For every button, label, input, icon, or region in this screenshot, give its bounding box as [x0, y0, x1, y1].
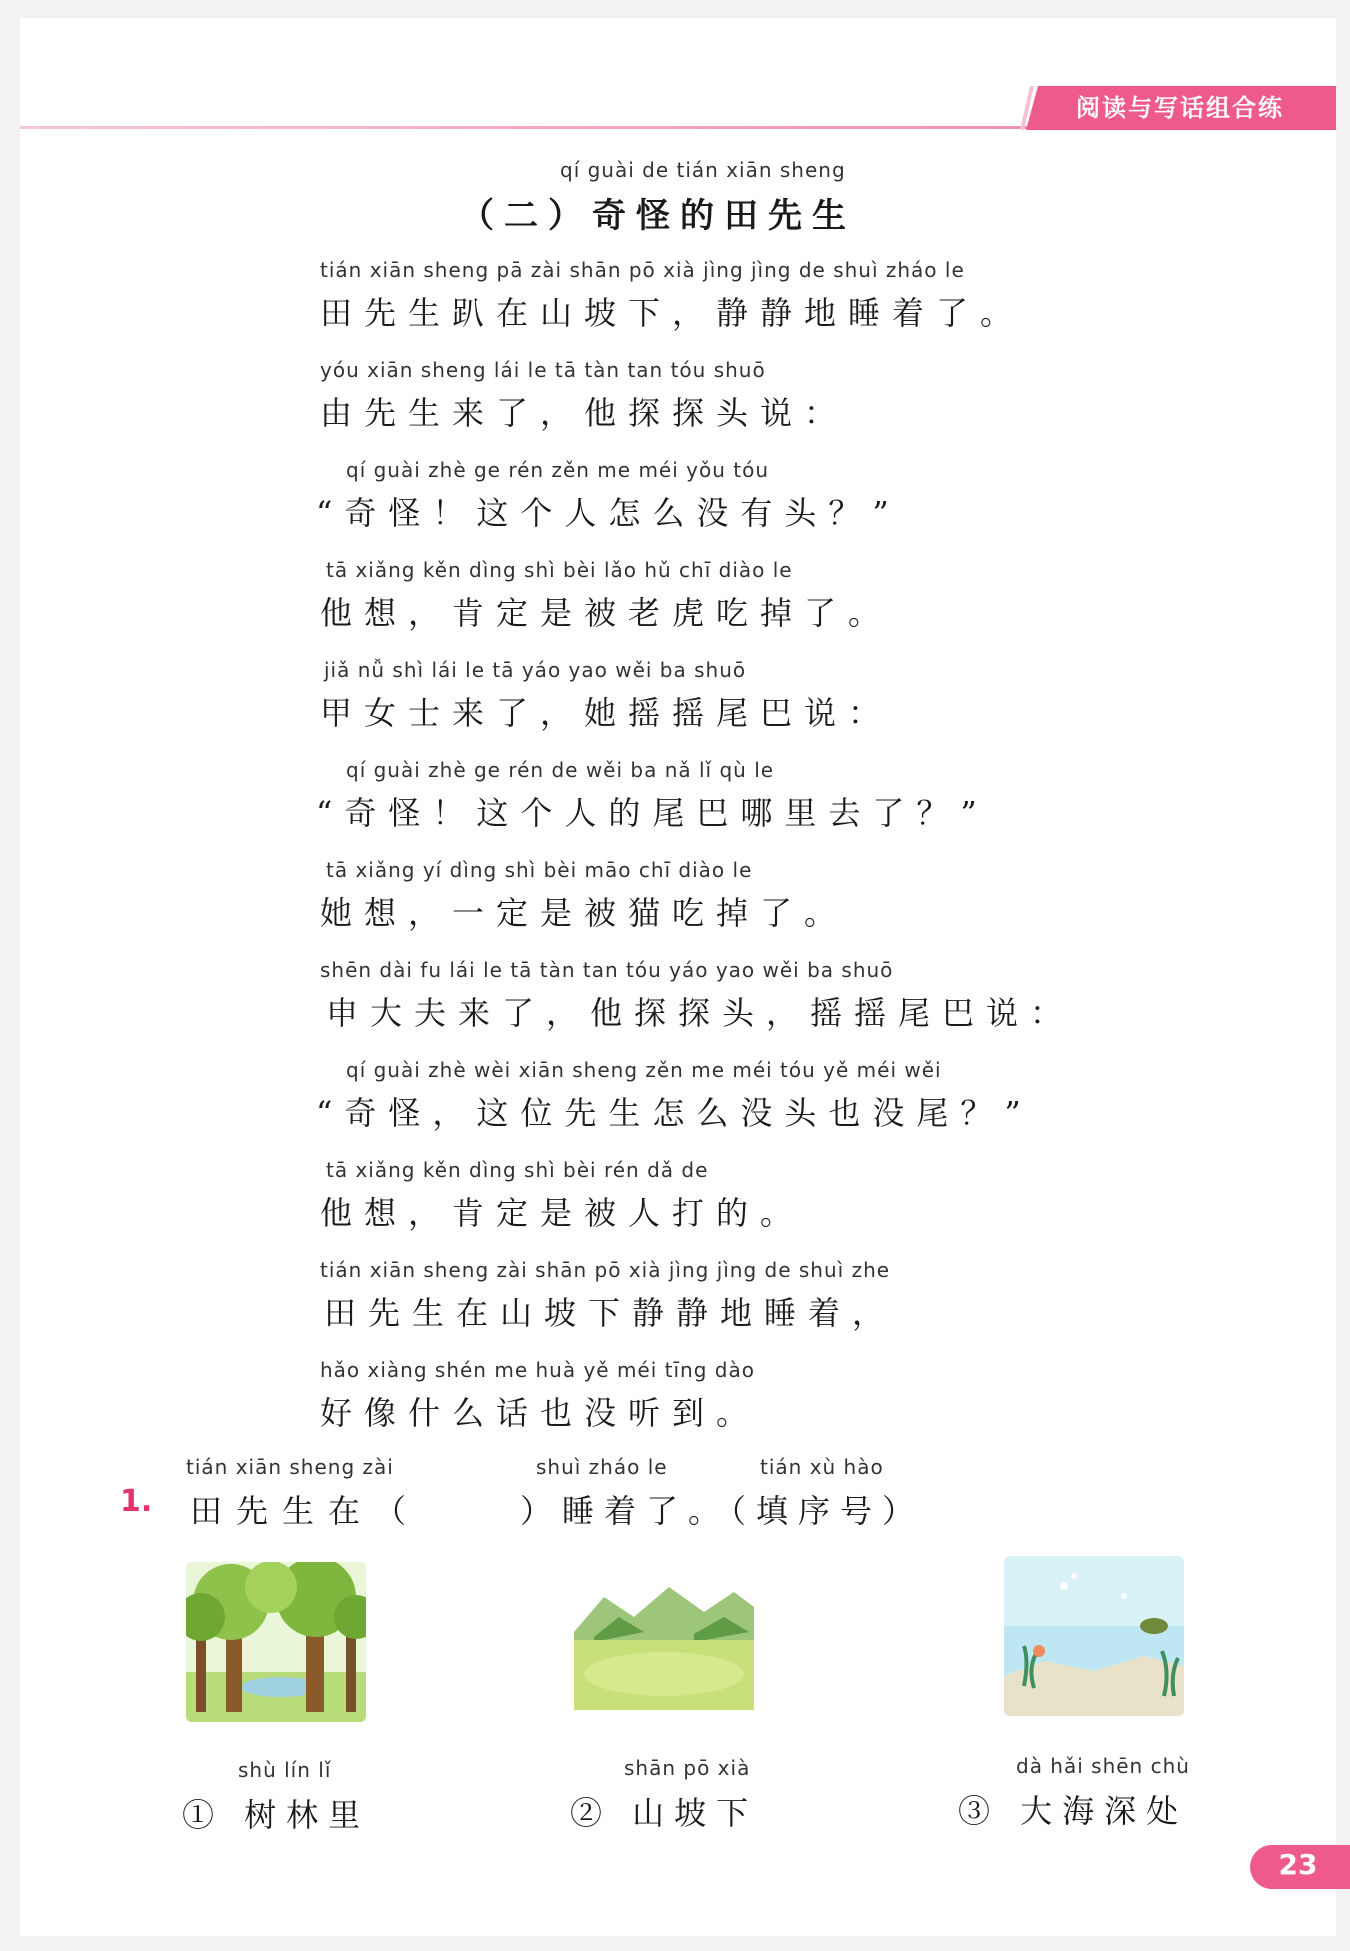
option-hillside: ② 山坡下 [570, 1794, 759, 1832]
title-pinyin: qí guài de tián xiān sheng [560, 158, 846, 182]
line-text: 田先生趴在山坡下，静静地睡着了。 [320, 294, 1025, 332]
option-pinyin: dà hǎi shēn chù [1016, 1754, 1190, 1778]
line-pinyin: qí guài zhè ge rén zěn me méi yǒu tóu [346, 458, 770, 482]
line-pinyin: qí guài zhè ge rén de wěi ba nǎ lǐ qù le [346, 758, 775, 782]
line-pinyin: tián xiān sheng pā zài shān pō xià jìng jìng de shuì zháo le [320, 258, 965, 282]
forest-picture [186, 1562, 366, 1722]
line-pinyin: jiǎ nǚ shì lái le tā yáo yao wěi ba shuō [324, 658, 747, 682]
question-pinyin: tián xiān sheng zài [186, 1455, 394, 1479]
line-text: 好像什么话也没听到。 [320, 1394, 761, 1432]
question-text: ）睡着了。（填序号） [520, 1492, 925, 1530]
option-pinyin: shān pō xià [624, 1756, 751, 1780]
line-text: 她想，一定是被猫吃掉了。 [320, 894, 849, 932]
line-text: 申大夫来了，他探探头，摇摇尾巴说： [326, 994, 1075, 1032]
line-pinyin: qí guài zhè wèi xiān sheng zěn me méi tóu yě méi wěi [346, 1058, 942, 1082]
line-text: 由先生来了，他探探头说： [320, 394, 849, 432]
line-text: 他想，肯定是被人打的。 [320, 1194, 805, 1232]
line-pinyin: tā xiǎng yí dìng shì bèi māo chī diào le [326, 858, 753, 882]
line-text: 甲女士来了，她摇摇尾巴说： [320, 694, 893, 732]
question-pinyin: tián xù hào [760, 1455, 884, 1479]
question-number: 1. [120, 1484, 153, 1519]
question-pinyin: shuì zháo le [536, 1455, 668, 1479]
option-pinyin: shù lín lǐ [238, 1758, 332, 1782]
question-text: 田先生在（ [190, 1492, 421, 1530]
option-forest: ① 树林里 [182, 1796, 371, 1834]
story-title: （二）奇怪的田先生 [460, 196, 856, 236]
option-sea: ③ 大海深处 [958, 1792, 1189, 1830]
line-text: 他想，肯定是被老虎吃掉了。 [320, 594, 893, 632]
sea-picture [1004, 1556, 1184, 1716]
line-pinyin: yóu xiān sheng lái le tā tàn tan tóu shuō [320, 358, 766, 382]
line-pinyin: tián xiān sheng zài shān pō xià jìng jìng de shuì zhe [320, 1258, 891, 1282]
line-text: “奇怪，这位先生怎么没头也没尾？” [316, 1094, 1033, 1132]
page-number: 23 [1278, 1848, 1318, 1881]
line-pinyin: tā xiǎng kěn dìng shì bèi lǎo hǔ chī diào le [326, 558, 793, 582]
line-text: “奇怪！这个人怎么没有头？” [316, 494, 901, 532]
line-text: “奇怪！这个人的尾巴哪里去了？” [316, 794, 989, 832]
line-text: 田先生在山坡下静静地睡着， [324, 1294, 897, 1332]
line-pinyin: hǎo xiàng shén me huà yě méi tīng dào [320, 1358, 755, 1382]
line-pinyin: tā xiǎng kěn dìng shì bèi rén dǎ de [326, 1158, 709, 1182]
section-label: 阅读与写话组合练 [1076, 94, 1284, 122]
hillside-picture [574, 1562, 754, 1722]
line-pinyin: shēn dài fu lái le tā tàn tan tóu yáo yao wěi ba shuō [320, 958, 894, 982]
